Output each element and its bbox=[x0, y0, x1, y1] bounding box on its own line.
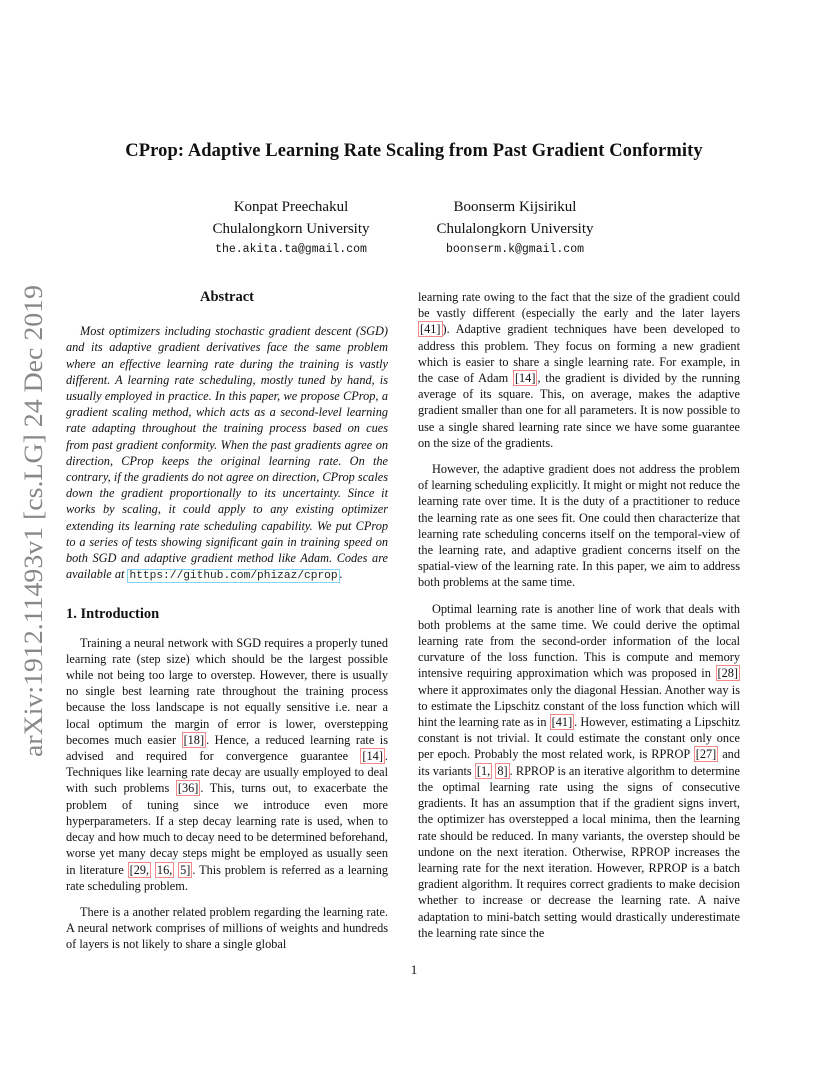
text-run: . This, turns out, to exacerbate the problem of tuning since we introduce even more hyperparameters. If a step decay learning rate is used, when to decay and how much to decay need to be determined beforehand, worse yet many decay steps might be employed as usually seen in literature bbox=[66, 781, 388, 877]
citation-link[interactable]: [18] bbox=[183, 732, 205, 747]
citation-link[interactable]: [41] bbox=[551, 715, 573, 730]
citation-link[interactable]: [1, bbox=[476, 763, 491, 778]
paragraph bbox=[418, 601, 740, 941]
text-run: where it approximates only the diagonal Hessian. Another way is to estimate the Lipschitz constant of the loss function which will hint the learning rate as in bbox=[418, 682, 740, 730]
text-run: However, the adaptive gradient does not address the problem of learning scheduling explicitly. It might or might not reduce the learning rate over time. It is the duty of a practitioner to reduce the learning rate as one sees fit. One could then characterize that learning rate scheduling concerns itself on the temporal-view of the learning rate, and adaptive gradient concerns itself on the spatial-view of the learning rate. In this paper, we aim to address both problems at the same time. bbox=[418, 462, 740, 590]
author-block-1 bbox=[181, 196, 401, 260]
citation-link[interactable]: [28] bbox=[717, 666, 738, 681]
citation-link[interactable]: [36] bbox=[177, 781, 199, 796]
author-block-2 bbox=[405, 196, 625, 260]
text-run: . However, estimating a Lipschitz constant is not trivial. It could estimate the constant only once per epoch. Probably the most related work, is RPROP bbox=[418, 715, 741, 762]
author-name: Konpat Preechakul bbox=[233, 199, 349, 215]
text-run: There is a another related problem regarding the learning rate. A neural network comprises of millions of weights and hundreds of layers is not likely to share a single global bbox=[66, 904, 388, 952]
citation-link[interactable]: [41] bbox=[420, 322, 441, 337]
right-body bbox=[418, 289, 740, 941]
section-heading-introduction: 1. Introduction bbox=[66, 606, 160, 623]
abstract-end: . bbox=[339, 567, 343, 582]
citation-link[interactable]: [14] bbox=[514, 371, 536, 386]
text-run: . Techniques like learning rate decay are usually employed to deal with such problems bbox=[66, 749, 388, 796]
paragraph bbox=[66, 904, 388, 953]
paragraph bbox=[418, 461, 740, 591]
left-column bbox=[66, 289, 388, 959]
citation-link[interactable]: [14] bbox=[362, 749, 383, 764]
left-body bbox=[66, 635, 388, 953]
paragraph bbox=[418, 289, 740, 451]
abstract-heading: Abstract bbox=[200, 289, 254, 305]
arxiv-id: arXiv:1912.11493v1 [cs.LG] 24 Dec 2019 bbox=[19, 316, 48, 757]
citation-link[interactable]: 16, bbox=[156, 862, 173, 877]
arxiv-stamp bbox=[19, 285, 48, 757]
citation-link[interactable]: 5] bbox=[180, 862, 191, 877]
paper-title: CProp: Adaptive Learning Rate Scaling from Past Gradient Conformity bbox=[125, 141, 703, 161]
text-run: . RPROP is an iterative algorithm to determine the optimal learning rate using the signs of consecutive gradients. It has an assumption that if the gradient signs invert, the optimizer has overstepped a local minima, then the learning rate should be reduced. In many variants, the overstep should be undone on the next iteration. Otherwise, RPROP increases the learning rate for the next iteration. However, RPROP is a batch gradient algorithm. It requires correct gradients to make decision whether to increase or decrease the learning rate. A naive adaptation to mini-batch setting would drastically underestimate the learning rate since the bbox=[418, 763, 740, 940]
author-affiliation: Chulalongkorn University bbox=[212, 221, 370, 237]
text-run: ). Adaptive gradient techniques have been developed to address this problem. They focus on forming a new gradient which is easier to share a single learning rate. For example, in the case of Adam bbox=[418, 322, 740, 386]
code-link[interactable]: https://github.com/phizaz/cprop bbox=[129, 570, 338, 583]
text-run: . This problem is referred as a learning rate scheduling problem. bbox=[66, 862, 389, 893]
author-email[interactable]: boonserm.k@gmail.com bbox=[445, 243, 585, 256]
text-run: Optimal learning rate is another line of work that deals with both problems at the same time. We could derive the optimal learning rate from the second-order information of the local curvature of the loss function. This is compute and memory intensive requiring approximation which was proposed in bbox=[418, 601, 740, 681]
text-run: learning rate owing to the fact that the size of the gradient could be vastly different (especially the early and the later layers bbox=[418, 290, 740, 321]
author-affiliation: Chulalongkorn University bbox=[436, 221, 594, 237]
author-name: Boonserm Kijsirikul bbox=[453, 199, 577, 215]
text-run: and its variants bbox=[418, 747, 740, 778]
citation-link[interactable]: [27] bbox=[695, 747, 717, 762]
page-number: 1 bbox=[410, 962, 418, 977]
author-email[interactable]: the.akita.ta@gmail.com bbox=[215, 243, 367, 256]
citation-link[interactable]: [29, bbox=[129, 862, 150, 877]
abstract-body: Most optimizers including stochastic gradient descent (SGD) and its adaptive gradient derivatives face the same problem where an effective learning rate during the training is vastly different. A learning rate scheduling, mostly tuned by hand, is usually employed in practice. In this paper, we propose CProp, a gradient scaling method, which acts as a second-level learning rate adapting throughout the training process based on cues from past gradient conformity. When the past gradients agree on direction, CProp keeps the original learning rate. On the contrary, if the gradients do not agree on direction, CProp scales down the gradient proportionally to its uncertainty. Since it works by scaling, it could apply to any existing optimizer extending its learning rate scheduling capability. We put CProp to a series of tests showing significant gain in training speed on both SGD and adaptive gradient method like Adam. Codes are available at bbox=[66, 324, 388, 582]
arxiv-stamp-svg bbox=[19, 285, 48, 757]
paragraph bbox=[66, 635, 388, 894]
right-column bbox=[418, 289, 740, 947]
abstract-text bbox=[66, 323, 388, 584]
text-run: Training a neural network with SGD requires a properly tuned learning rate (step size) which should be the largest possible while not being too large to overstep. However, there is usually no single best learning rate throughout the training process because the loss landscape is not equally sensitive i.e. near a local optimum the margin of error is lower, overstepping becomes much easier bbox=[66, 635, 388, 747]
text-run: . Hence, a reduced learning rate is advised and required for convergence guarantee bbox=[66, 732, 388, 764]
text-run: , the gradient is divided by the running average of its square. This, on average, makes the adaptive gradient smaller than one for all parameters. It is now possible to use a single shared learning rate since we have some guarantee on the size of the gradients. bbox=[418, 371, 740, 450]
citation-link[interactable]: 8] bbox=[497, 763, 508, 778]
